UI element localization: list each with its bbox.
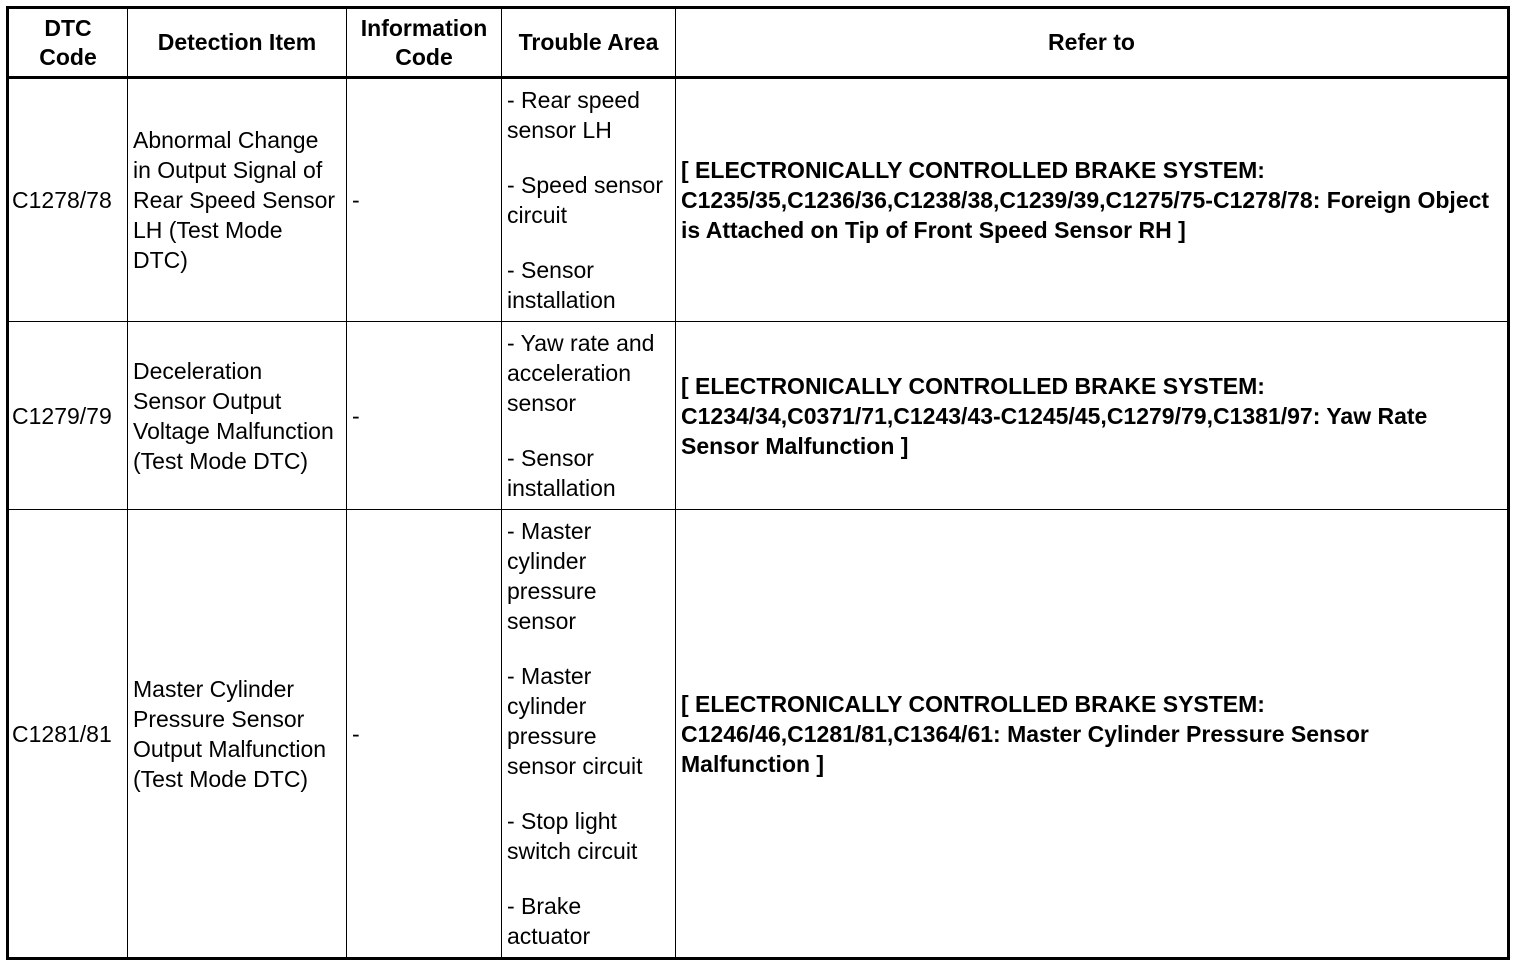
detection-item-cell: Deceleration Sensor Output Voltage Malfunction (Test Mode DTC) [128, 322, 347, 510]
trouble-area-item: - Sensor installation [507, 257, 616, 313]
refer-to-link[interactable]: [ ELECTRONICALLY CONTROLLED BRAKE SYSTEM: C1246/46,C1281/81,C1364/61: Master Cylinder Pressure Sensor Malfunction ] [676, 510, 1509, 959]
trouble-area-item: - Stop light switch circuit [507, 808, 638, 864]
trouble-area-item: - Rear speed sensor LH [507, 87, 640, 143]
information-code-cell: - [347, 78, 502, 322]
trouble-area-item: - Sensor installation [507, 445, 616, 501]
refer-to-link[interactable]: [ ELECTRONICALLY CONTROLLED BRAKE SYSTEM: C1234/34,C0371/71,C1243/43-C1245/45,C1279/79,C1381/97: Yaw Rate Sensor Malfunction ] [676, 322, 1509, 510]
detection-item-cell: Master Cylinder Pressure Sensor Output Malfunction (Test Mode DTC) [128, 510, 347, 959]
dtc-code-cell: C1281/81 [8, 510, 128, 959]
header-trouble-area: Trouble Area [502, 8, 676, 78]
trouble-area-item: - Master cylinder pressure sensor [507, 518, 597, 634]
dtc-table [6, 6, 1510, 960]
header-information-code: Information Code [347, 8, 502, 78]
table-row [8, 322, 1509, 510]
trouble-area-cell [502, 322, 676, 510]
trouble-area-item: - Yaw rate and acceleration sensor [507, 330, 655, 416]
table-row [8, 510, 1509, 959]
header-detection-item: Detection Item [128, 8, 347, 78]
dtc-code-cell: C1279/79 [8, 322, 128, 510]
trouble-area-item: - Brake actuator [507, 893, 591, 949]
trouble-area-cell [502, 510, 676, 959]
information-code-cell: - [347, 510, 502, 959]
information-code-cell: - [347, 322, 502, 510]
refer-to-link[interactable]: [ ELECTRONICALLY CONTROLLED BRAKE SYSTEM: C1235/35,C1236/36,C1238/38,C1239/39,C1275/75-C1278/78: Foreign Object is Attached on Tip of Front Speed Sensor RH ] [676, 78, 1509, 322]
trouble-area-cell [502, 78, 676, 322]
header-row [8, 8, 1509, 78]
table-body [8, 78, 1509, 959]
dtc-code-cell: C1278/78 [8, 78, 128, 322]
header-refer-to: Refer to [676, 8, 1509, 78]
header-dtc-code: DTC Code [8, 8, 128, 78]
table-header [8, 8, 1509, 78]
trouble-area-item: - Master cylinder pressure sensor circuit [507, 663, 643, 779]
trouble-area-item: - Speed sensor circuit [507, 172, 663, 228]
table-row [8, 78, 1509, 322]
detection-item-cell: Abnormal Change in Output Signal of Rear Speed Sensor LH (Test Mode DTC) [128, 78, 347, 322]
